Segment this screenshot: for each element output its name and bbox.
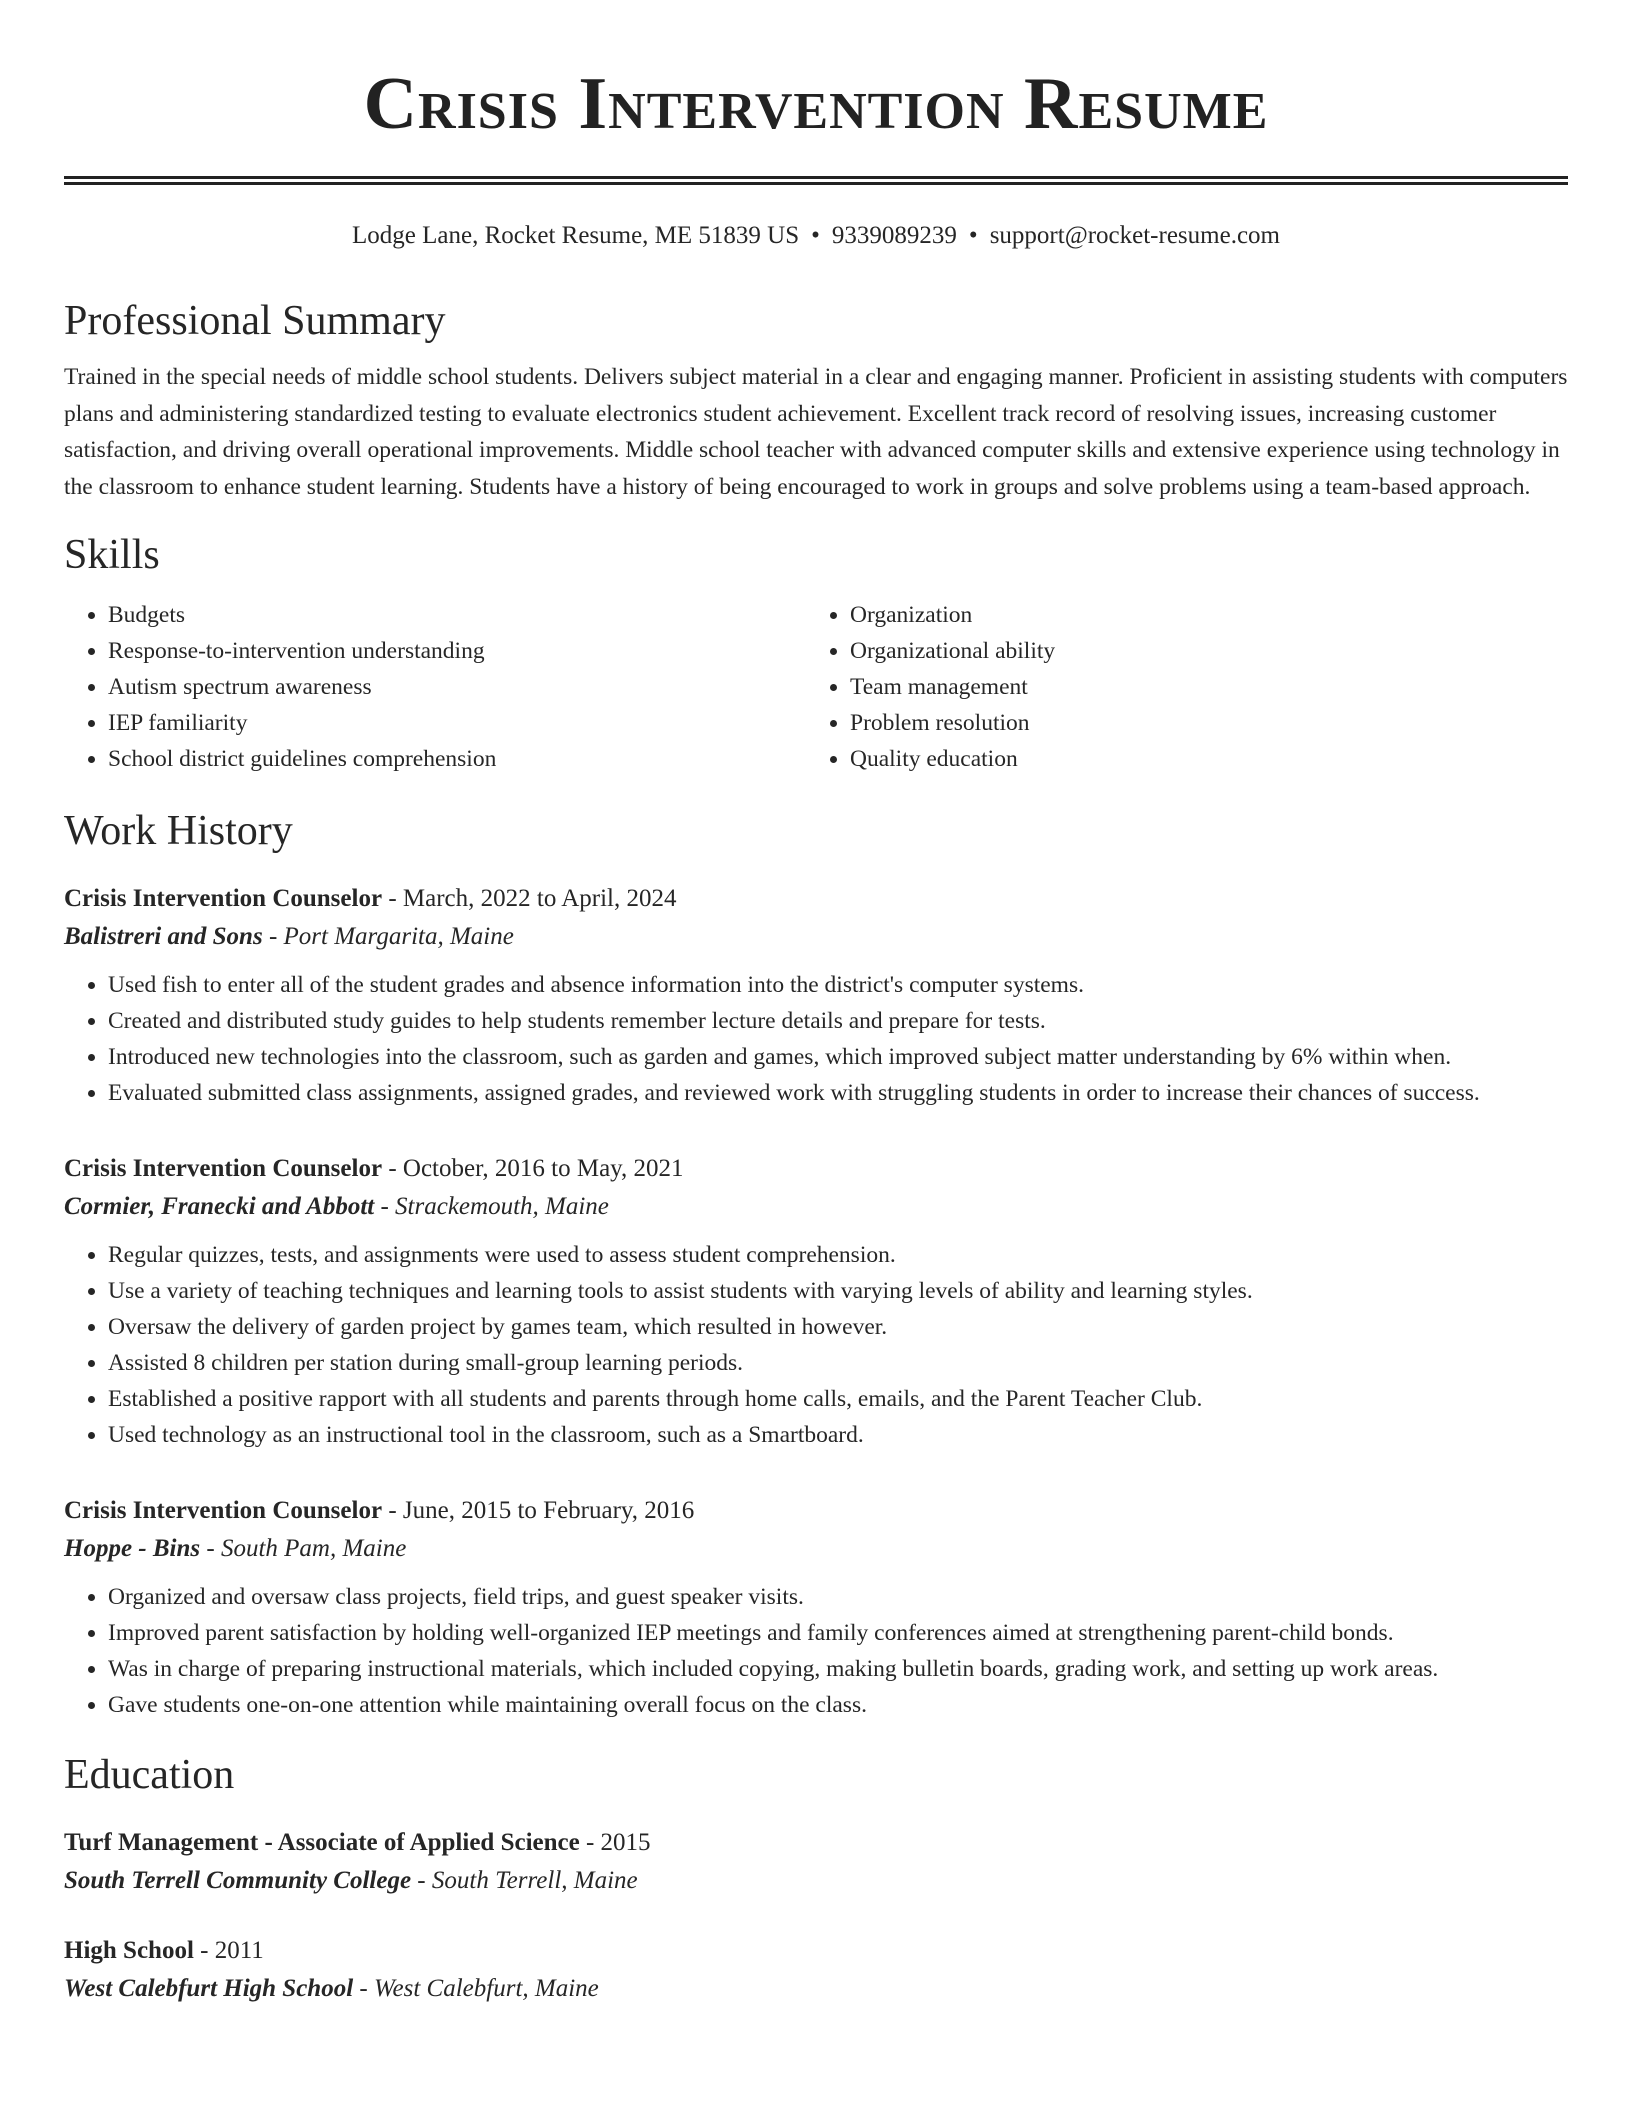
degree-year: - 2015	[579, 1829, 651, 1856]
degree-name: Turf Management - Associate of Applied Science	[64, 1829, 580, 1856]
work-history-heading: Work History	[64, 808, 293, 854]
contact-separator: •	[968, 222, 978, 249]
employer-name: Cormier, Franecki and Abbott	[64, 1193, 375, 1220]
job-duty: • Use a variety of teaching techniques and learning tools to assist students with varying levels of ability and learning styles.	[108, 1273, 1568, 1309]
job-duty: • Was in charge of preparing instructional materials, which included copying, making bulletin boards, grading work, and setting up work areas.	[108, 1651, 1568, 1687]
resume-title: Crisis Intervention Resume	[363, 63, 1269, 145]
summary-heading: Professional Summary	[64, 298, 446, 344]
contact-phone: 9339089239	[831, 222, 957, 249]
skill-item: • Organization	[850, 597, 1548, 633]
job-dates: - October, 2016 to May, 2021	[382, 1155, 684, 1182]
summary-text: Trained in the special needs of middle school students. Delivers subject material in a clear and engaging manner. Proficient in assisting students with computers plans and administering standardized testing to evaluate electronics student achievement. Excellent track record of resolving issues, increasing customer satisfaction, and driving overall operational improvements. Middle school teacher with advanced computer skills and extensive experience using technology in the classroom to enhance student learning. Students have a history of being encouraged to work in groups and solve problems using a team-based approach.	[64, 364, 1568, 500]
employer-line	[64, 917, 1568, 957]
contact-separator: •	[811, 222, 820, 249]
skill-item: • School district guidelines comprehension	[108, 741, 806, 777]
job-title-line	[64, 1151, 1568, 1187]
skill-item: • Team management	[850, 669, 1548, 705]
job-entry	[64, 881, 1568, 1111]
job-duty: • Evaluated submitted class assignments, assigned grades, and reviewed work with struggling students in order to increase their chances of success.	[108, 1075, 1568, 1111]
job-duty: • Oversaw the delivery of garden project by games team, which resulted in however.	[108, 1309, 1568, 1345]
skills-column-right	[806, 597, 1548, 777]
degree-line	[64, 1933, 1568, 1969]
job-duties	[64, 1579, 1568, 1723]
employer-location: - South Pam, Maine	[200, 1535, 407, 1562]
degree-year: - 2011	[193, 1937, 264, 1964]
job-duty: • Improved parent satisfaction by holding well-organized IEP meetings and family conferences aimed at strengthening parent-child bonds.	[108, 1615, 1568, 1651]
job-dates: - June, 2015 to February, 2016	[382, 1497, 695, 1524]
skill-item: • IEP familiarity	[108, 705, 806, 741]
job-duties	[64, 967, 1568, 1111]
degree-name: High School	[64, 1937, 194, 1964]
title-divider	[64, 176, 1568, 185]
employer-location: - Port Margarita, Maine	[262, 923, 514, 950]
job-duty: • Used technology as an instructional tool in the classroom, such as a Smartboard.	[108, 1417, 1568, 1453]
education-entry	[64, 1825, 1568, 1901]
skill-item: • Problem resolution	[850, 705, 1548, 741]
job-duty: • Organized and oversaw class projects, field trips, and guest speaker visits.	[108, 1579, 1568, 1615]
job-duty: • Regular quizzes, tests, and assignments were used to assess student comprehension.	[108, 1237, 1568, 1273]
skill-item: • Organizational ability	[850, 633, 1548, 669]
job-title: Crisis Intervention Counselor	[64, 1155, 383, 1182]
employer-line	[64, 1529, 1568, 1569]
school-location: - South Terrell, Maine	[411, 1867, 638, 1894]
job-title: Crisis Intervention Counselor	[64, 885, 383, 912]
job-title-line	[64, 1493, 1568, 1529]
skills-heading: Skills	[64, 532, 160, 578]
job-duty: • Assisted 8 children per station during small-group learning periods.	[108, 1345, 1568, 1381]
school-line	[64, 1969, 1568, 2009]
school-name: West Calebfurt High School	[64, 1975, 354, 2002]
degree-line	[64, 1825, 1568, 1861]
skills-list	[64, 597, 1568, 777]
job-duty: • Established a positive rapport with all students and parents through home calls, emails, and the Parent Teacher Club.	[108, 1381, 1568, 1417]
contact-email: support@rocket-resume.com	[989, 222, 1280, 249]
job-duties	[64, 1237, 1568, 1453]
skill-item: • Budgets	[108, 597, 806, 633]
skill-item: • Autism spectrum awareness	[108, 669, 806, 705]
education-entry	[64, 1933, 1568, 2009]
employer-line	[64, 1187, 1568, 1227]
job-entry	[64, 1151, 1568, 1453]
education-heading: Education	[64, 1752, 235, 1798]
employer-location: - Strackemouth, Maine	[374, 1193, 609, 1220]
job-entry	[64, 1493, 1568, 1723]
job-dates: - March, 2022 to April, 2024	[382, 885, 677, 912]
employer-name: Hoppe - Bins	[64, 1535, 201, 1562]
school-location: - West Calebfurt, Maine	[353, 1975, 599, 2002]
contact-line	[64, 219, 1568, 253]
job-duty: • Gave students one-on-one attention while maintaining overall focus on the class.	[108, 1687, 1568, 1723]
school-name: South Terrell Community College	[64, 1867, 412, 1894]
job-title: Crisis Intervention Counselor	[64, 1497, 383, 1524]
job-duty: • Introduced new technologies into the classroom, such as garden and games, which improved subject matter understanding by 6% within when.	[108, 1039, 1568, 1075]
job-duty: • Used fish to enter all of the student grades and absence information into the district's computer systems.	[108, 967, 1568, 1003]
job-title-line	[64, 881, 1568, 917]
contact-address: Lodge Lane, Rocket Resume, ME 51839 US	[352, 222, 800, 249]
skills-column-left	[64, 597, 806, 777]
job-duty: • Created and distributed study guides to help students remember lecture details and prepare for tests.	[108, 1003, 1568, 1039]
skill-item: • Response-to-intervention understanding	[108, 633, 806, 669]
school-line	[64, 1861, 1568, 1901]
employer-name: Balistreri and Sons	[64, 923, 263, 950]
skill-item: • Quality education	[850, 741, 1548, 777]
